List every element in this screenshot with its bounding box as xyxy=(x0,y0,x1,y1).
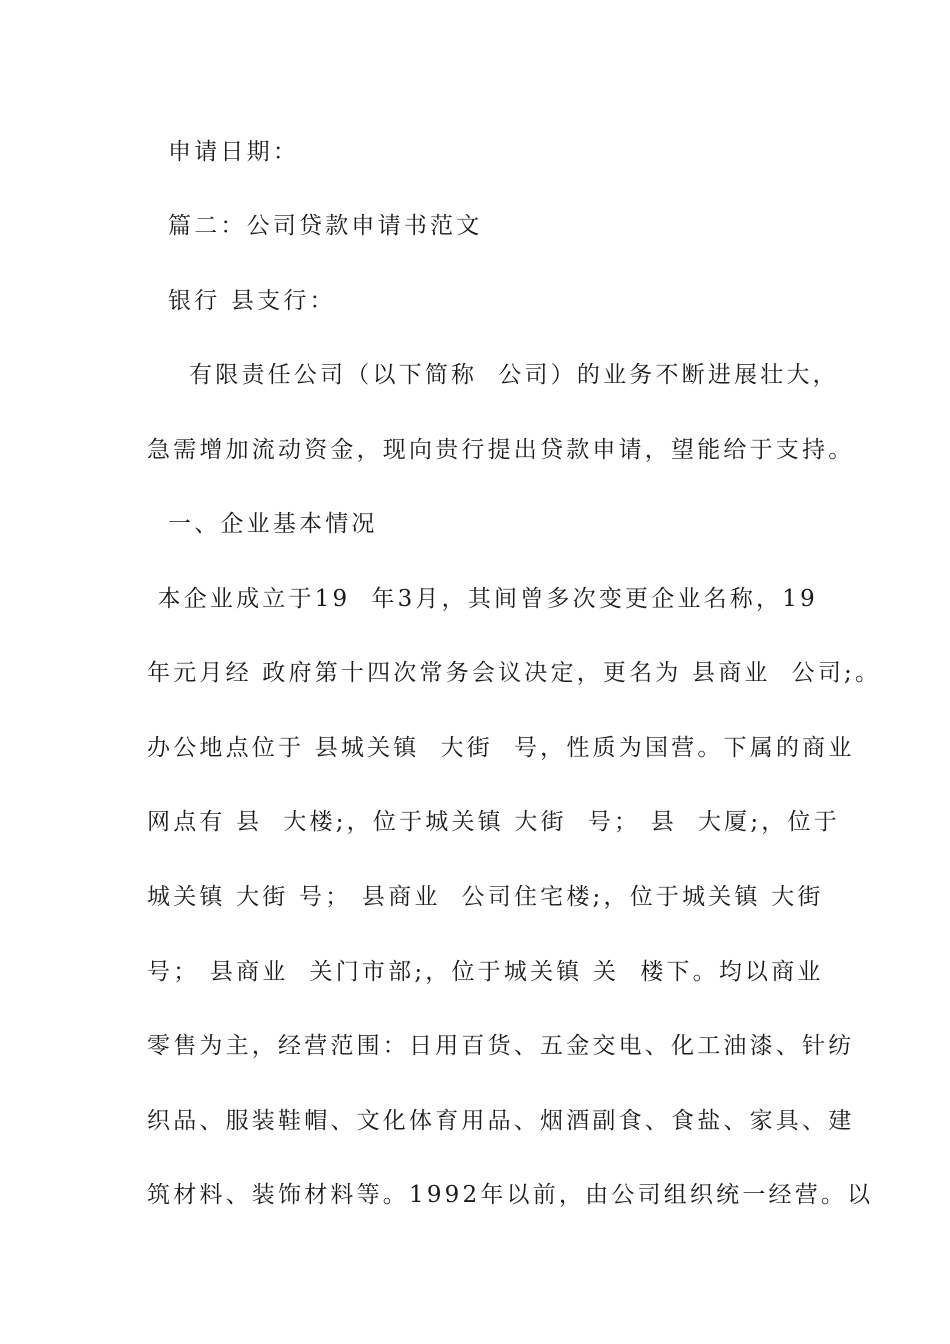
application-date-line: 申请日期： xyxy=(147,139,300,165)
subsection-heading-line: 一、企业基本情况 xyxy=(147,511,378,537)
body-text-line: 年元月经 政府第十四次常务会议决定，更名为 县商业 公司;。 xyxy=(147,660,882,686)
body-text-line: 有限责任公司（以下简称 公司）的业务不断进展壮大， xyxy=(147,362,839,388)
body-text-line: 城关镇 大街 号； 县商业 公司住宅楼;，位于城关镇 大街 xyxy=(147,884,824,910)
addressee-line: 银行 县支行： xyxy=(147,288,336,314)
body-text-line: 号； 县商业 关门市部;，位于城关镇 关 楼下。均以商业 xyxy=(147,959,824,985)
body-text-line: 办公地点位于 县城关镇 大街 号，性质为国营。下属的商业 xyxy=(147,735,855,761)
body-text-line: 本企业成立于19 年3月，其间曾多次变更企业名称，19 xyxy=(147,586,818,612)
body-text-line: 零售为主，经营范围：日用百货、五金交电、化工油漆、针纺 xyxy=(147,1033,855,1059)
body-text-line: 筑材料、装饰材料等。1992年以前，由公司组织统一经营。以 xyxy=(147,1182,874,1208)
body-text-line: 网点有 县 大楼;，位于城关镇 大街 号； 县 大厦;，位于 xyxy=(147,809,840,835)
section-heading-line: 篇二：公司贷款申请书范文 xyxy=(147,213,483,239)
body-text-line: 织品、服装鞋帽、文化体育用品、烟酒副食、食盐、家具、建 xyxy=(147,1108,855,1134)
body-text-line: 急需增加流动资金，现向贵行提出贷款申请，望能给于支持。 xyxy=(147,437,855,463)
